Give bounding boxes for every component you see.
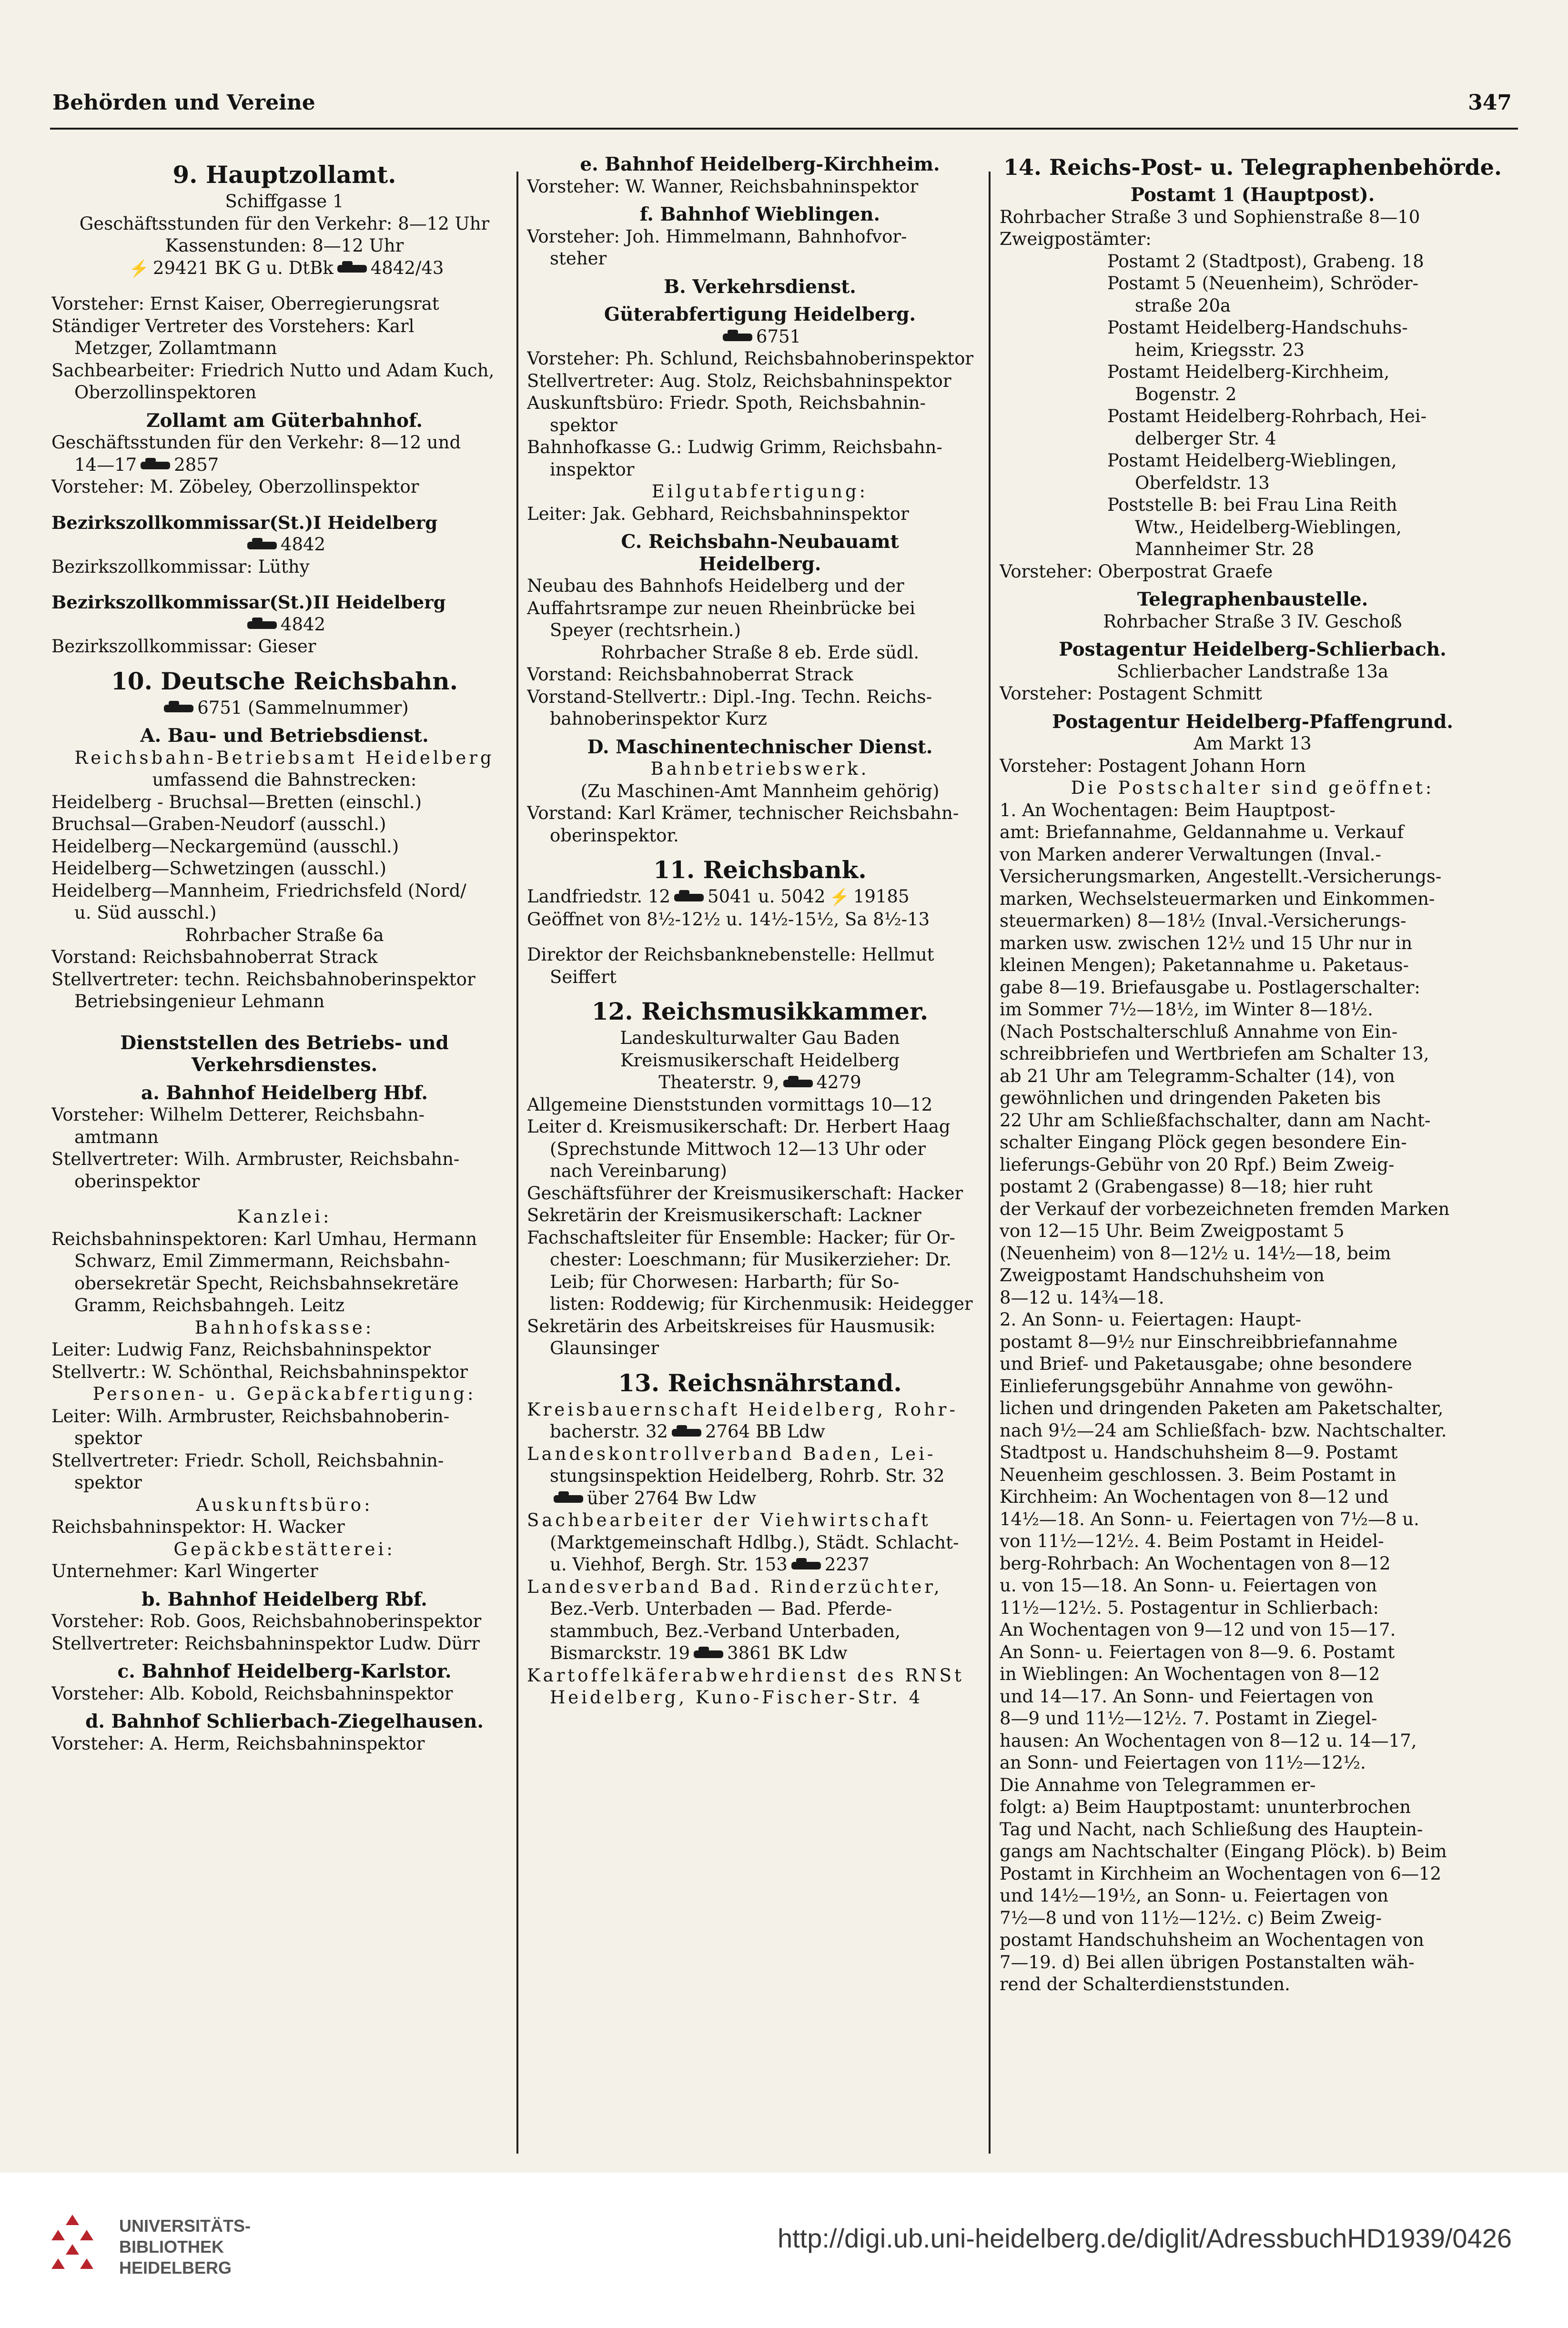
text-line bbox=[51, 697, 517, 719]
subsection-heading: Heidelberg. bbox=[698, 553, 821, 575]
text-line bbox=[527, 1072, 993, 1094]
text-line: und 14—17. An Sonn- und Feiertagen von bbox=[1000, 1686, 1374, 1707]
section-heading: 9. Hauptzollamt. bbox=[172, 161, 396, 189]
subsection-heading: f. Bahnhof Wieblingen. bbox=[639, 203, 880, 225]
text-line: Landeskontrollverband Baden, Lei- bbox=[527, 1443, 936, 1464]
text-line: Stellvertreter: Aug. Stolz, Reichsbahninspektor bbox=[527, 370, 951, 391]
text-span: Bismarckstr. 19 bbox=[550, 1643, 690, 1663]
text-line: Neuenheim geschlossen. 3. Beim Postamt in bbox=[1000, 1464, 1396, 1485]
column-right bbox=[1000, 152, 1506, 1996]
telephone-icon bbox=[723, 332, 752, 344]
text-span: Theaterstr. 9, bbox=[658, 1072, 779, 1093]
text-span: 19185 bbox=[853, 886, 910, 907]
text-line: 11½—12½. 5. Postagentur in Schlierbach: bbox=[1000, 1597, 1379, 1618]
text-span: u. Viehhof, Bergh. Str. 153 bbox=[550, 1554, 788, 1575]
text-line: Reichsbahn-Betriebsamt Heidelberg bbox=[74, 747, 495, 768]
text-line: Postamt Heidelberg-Kirchheim, bbox=[1107, 362, 1390, 382]
text-line: Geschäftsführer der Kreismusikerschaft: Hacker bbox=[527, 1183, 963, 1204]
text-line: HEIDELBERG bbox=[119, 2258, 232, 2277]
text-line: bahnoberinspektor Kurz bbox=[550, 709, 768, 729]
telephone-icon bbox=[247, 619, 277, 632]
text-line: Direktor der Reichsbanknebenstelle: Hellmut bbox=[527, 944, 934, 965]
text-line: Vorsteher: Ernst Kaiser, Oberregierungsrat bbox=[51, 294, 439, 314]
text-line bbox=[527, 1554, 993, 1576]
text-line: Heidelberg—Mannheim, Friedrichsfeld (Nord/ bbox=[51, 880, 466, 901]
telegraph-icon: ⚡ bbox=[129, 259, 149, 278]
subsection-heading: Postamt 1 (Hauptpost). bbox=[1130, 184, 1375, 206]
subsection-heading: d. Bahnhof Schlierbach-Ziegelhausen. bbox=[85, 1711, 484, 1732]
subsection-heading: D. Maschinentechnischer Dienst. bbox=[587, 736, 933, 758]
text-line: Betriebsingenieur Lehmann bbox=[74, 991, 325, 1012]
text-line: 22 Uhr am Schließfachschalter, dann am Nacht- bbox=[1000, 1110, 1431, 1131]
text-line: umfassend die Bahnstrecken: bbox=[152, 769, 417, 790]
text-line: lieferungs-Gebühr von 20 Rpf.) Beim Zweig- bbox=[1000, 1154, 1395, 1175]
text-line: Heidelberg - Bruchsal—Bretten (einschl.) bbox=[51, 791, 422, 812]
subsection-heading: e. Bahnhof Heidelberg-Kirchheim. bbox=[580, 153, 940, 175]
text-line: (Neuenheim) von 8—12½ u. 14½—18, beim bbox=[1000, 1243, 1391, 1264]
section-heading: 12. Reichsmusikkammer. bbox=[591, 997, 929, 1025]
text-line: Mannheimer Str. 28 bbox=[1135, 539, 1315, 559]
text-line: Vorsteher: A. Herm, Reichsbahninspektor bbox=[51, 1733, 425, 1754]
text-span: Landfriedstr. 12 bbox=[527, 886, 671, 907]
text-line: kleinen Mengen); Paketannahme u. Paketaus- bbox=[1000, 955, 1409, 975]
text-line: u. von 15—18. An Sonn- u. Feiertagen von bbox=[1000, 1575, 1377, 1596]
text-line: Kirchheim: An Wochentagen von 8—12 und bbox=[1000, 1487, 1389, 1507]
text-span: 4842 bbox=[280, 614, 326, 635]
text-line: oberinspektor bbox=[74, 1171, 200, 1192]
text-line: Geöffnet von 8½-12½ u. 14½-15½, Sa 8½-13 bbox=[527, 909, 930, 930]
text-span: 3861 BK Ldw bbox=[727, 1643, 848, 1663]
text-span: 2857 bbox=[174, 454, 219, 475]
text-line: BIBLIOTHEK bbox=[119, 2237, 224, 2257]
text-line: 1. An Wochentagen: Beim Hauptpost- bbox=[1000, 800, 1335, 820]
text-span: 5041 u. 5042 bbox=[708, 886, 826, 907]
text-line: 2. An Sonn- u. Feiertagen: Haupt- bbox=[1000, 1309, 1302, 1330]
text-line: nach Vereinbarung) bbox=[550, 1161, 727, 1181]
text-line bbox=[527, 886, 993, 909]
text-line: 8—9 und 11½—12½. 7. Postamt in Ziegel- bbox=[1000, 1708, 1377, 1729]
text-line: gangs am Nachtschalter (Eingang Plöck). b) Beim bbox=[1000, 1841, 1447, 1862]
text-line: Vorstand: Reichsbahnoberrat Strack bbox=[51, 947, 378, 967]
subsection-heading: Telegraphenbaustelle. bbox=[1137, 588, 1368, 610]
text-line: an Sonn- und Feiertagen von 11½—12½. bbox=[1000, 1752, 1366, 1773]
text-line: Sekretärin des Arbeitskreises für Hausmusik: bbox=[527, 1316, 936, 1336]
text-line: Bogenstr. 2 bbox=[1135, 384, 1237, 405]
text-line: Vorsteher: M. Zöbeley, Oberzollinspektor bbox=[51, 476, 419, 497]
text-line: u. Süd ausschl.) bbox=[74, 902, 217, 923]
text-line: Vorsteher: Ph. Schlund, Reichsbahnoberinspektor bbox=[527, 348, 974, 369]
text-line: 7½—8 und von 11½—12½. c) Beim Zweig- bbox=[1000, 1907, 1382, 1928]
text-line: Leiter: Wilh. Armbruster, Reichsbahnoberin- bbox=[51, 1406, 450, 1427]
text-line: Glaunsinger bbox=[550, 1338, 659, 1358]
text-line: inspektor bbox=[550, 459, 635, 480]
text-line: Geschäftsstunden für den Verkehr: 8—12 Uhr bbox=[79, 213, 490, 234]
text-line: heim, Kriegsstr. 23 bbox=[1135, 339, 1305, 360]
text-line bbox=[51, 614, 517, 636]
text-line: Am Markt 13 bbox=[1194, 733, 1312, 754]
text-line: Vorsteher: Alb. Kobold, Reichsbahninspektor bbox=[51, 1683, 453, 1704]
text-line: postamt Handschuhsheim an Wochentagen von bbox=[1000, 1930, 1424, 1950]
text-line: Vorsteher: Oberpostrat Graefe bbox=[1000, 561, 1273, 582]
telephone-icon bbox=[164, 703, 193, 715]
text-line: schreibbriefen und Wertbriefen am Schalter 13, bbox=[1000, 1043, 1429, 1064]
telephone-icon bbox=[783, 1078, 813, 1090]
text-line: Oberzollinspektoren bbox=[74, 382, 257, 403]
text-line: lichen und dringenden Paketen am Paketschalter, bbox=[1000, 1398, 1444, 1418]
text-line: und Brief- und Paketausgabe; ohne besondere bbox=[1000, 1354, 1412, 1374]
text-line: Kreisbauernschaft Heidelberg, Rohr- bbox=[527, 1399, 958, 1420]
text-line: Rohrbacher Straße 3 und Sophienstraße 8—10 bbox=[1000, 206, 1420, 227]
text-line: Leiter: Jak. Gebhard, Reichsbahninspektor bbox=[527, 503, 909, 524]
text-line: Kassenstunden: 8—12 Uhr bbox=[165, 235, 404, 256]
text-line: Vorstand: Karl Krämer, technischer Reichsbahn- bbox=[527, 803, 959, 823]
text-span: über 2764 Bw Ldw bbox=[587, 1488, 757, 1508]
text-line: Leiter: Ludwig Fanz, Reichsbahninspektor bbox=[51, 1339, 431, 1360]
text-line: Bezirkszollkommissar: Lüthy bbox=[51, 556, 310, 577]
text-line: Schiffgasse 1 bbox=[225, 191, 344, 212]
text-line: Landesverband Bad. Rinderzüchter, bbox=[527, 1576, 942, 1597]
text-line bbox=[527, 326, 993, 348]
text-line: stungsinspektion Heidelberg, Rohrb. Str. 32 bbox=[550, 1466, 945, 1486]
text-line: stammbuch, Bez.-Verband Unterbaden, bbox=[550, 1620, 901, 1641]
text-line: Rohrbacher Straße 3 IV. Geschoß bbox=[1103, 611, 1402, 632]
text-line: Bahnbetriebswerk. bbox=[650, 759, 870, 779]
text-line: Kartoffelkäferabwehrdienst des RNSt bbox=[527, 1665, 964, 1686]
text-line: Stellvertreter: Friedr. Scholl, Reichsbahnin- bbox=[51, 1450, 444, 1471]
text-line: spektor bbox=[550, 415, 617, 435]
text-line: Bahnhofskasse: bbox=[194, 1317, 374, 1338]
text-line: und 14½—19½, an Sonn- u. Feiertagen von bbox=[1000, 1885, 1389, 1906]
text-line: amt: Briefannahme, Geldannahme u. Verkauf bbox=[1000, 822, 1404, 842]
text-line: Stellvertreter: techn. Reichsbahnoberinspektor bbox=[51, 969, 475, 990]
text-line: An Sonn- u. Feiertagen von 8—9. 6. Postamt bbox=[1000, 1641, 1395, 1662]
text-line: postamt 2 (Grabengasse) 8—18; hier ruht bbox=[1000, 1176, 1373, 1197]
text-line: Bez.-Verb. Unterbaden — Bad. Pferde- bbox=[550, 1599, 892, 1619]
text-line: Stellvertreter: Reichsbahninspektor Ludw. Dürr bbox=[51, 1633, 480, 1654]
text-line: Vorstand: Reichsbahnoberrat Strack bbox=[527, 664, 853, 685]
text-line: Fachschaftsleiter für Ensemble: Hacker; für Or- bbox=[527, 1227, 955, 1248]
text-line: straße 20a bbox=[1135, 295, 1231, 316]
text-line: spektor bbox=[74, 1472, 142, 1493]
subsection-heading: Postagentur Heidelberg-Pfaffengrund. bbox=[1052, 710, 1453, 733]
text-span: bacherstr. 32 bbox=[550, 1421, 668, 1442]
text-line: chester: Loeschmann; für Musikerzieher: Dr. bbox=[550, 1249, 951, 1270]
text-line: UNIVERSITÄTS- bbox=[119, 2216, 251, 2236]
text-span: 2237 bbox=[824, 1554, 870, 1575]
column-left bbox=[51, 152, 517, 1755]
text-line: oberinspektor. bbox=[550, 825, 679, 846]
text-line: Zweigpostamt Handschuhsheim von bbox=[1000, 1265, 1325, 1285]
running-header: Behörden und Vereine bbox=[52, 91, 315, 115]
text-line: (Marktgemeinschaft Hdlbg.), Städt. Schlacht- bbox=[550, 1532, 959, 1553]
text-line: postamt 8—9½ nur Einschreibbriefannahme bbox=[1000, 1331, 1398, 1352]
text-line: An Wochentagen von 9—12 und von 15—17. bbox=[1000, 1619, 1396, 1640]
telephone-icon bbox=[674, 892, 704, 904]
subsection-heading: Postagentur Heidelberg-Schlierbach. bbox=[1059, 638, 1447, 660]
section-heading: 14. Reichs-Post- u. Telegraphenbehörde. bbox=[1003, 154, 1502, 180]
text-line: delberger Str. 4 bbox=[1135, 428, 1276, 449]
text-line: Landeskulturwalter Gau Baden bbox=[620, 1028, 900, 1048]
text-line: Bezirkszollkommissar: Gieser bbox=[51, 636, 316, 657]
text-line: obersekretär Specht, Reichsbahnsekretäre bbox=[74, 1273, 459, 1294]
text-line: Kreismusikerschaft Heidelberg bbox=[620, 1050, 900, 1071]
text-line: amtmann bbox=[74, 1126, 159, 1147]
text-line: Stadtpost u. Handschuhsheim 8—9. Postamt bbox=[1000, 1442, 1398, 1463]
text-line: (Nach Postschalterschluß Annahme von Ein- bbox=[1000, 1021, 1398, 1042]
text-line: berg-Rohrbach: An Wochentagen von 8—12 bbox=[1000, 1553, 1391, 1574]
telephone-icon bbox=[672, 1427, 701, 1439]
text-line: Seiffert bbox=[550, 966, 617, 987]
text-line: in Wieblingen: An Wochentagen von 8—12 bbox=[1000, 1664, 1380, 1684]
text-line: Vorsteher: Rob. Goos, Reichsbahnoberinspektor bbox=[51, 1611, 482, 1631]
subsection-heading: c. Bahnhof Heidelberg-Karlstor. bbox=[117, 1660, 452, 1682]
section-heading: 10. Deutsche Reichsbahn. bbox=[111, 667, 458, 695]
text-line: Bahnhofkasse G.: Ludwig Grimm, Reichsbahn- bbox=[527, 437, 942, 457]
text-line: Die Annahme von Telegrammen er- bbox=[1000, 1774, 1316, 1795]
text-line: gabe 8—19. Briefausgabe u. Postlagerschalter: bbox=[1000, 977, 1420, 998]
text-line: Allgemeine Dienststunden vormittags 10—12 bbox=[527, 1094, 933, 1115]
text-line: Einlieferungsgebühr Annahme von gewöhn- bbox=[1000, 1376, 1393, 1397]
subsection-heading: A. Bau- und Betriebsdienst. bbox=[140, 725, 429, 747]
text-line: hausen: An Wochentagen von 8—12 u. 14—17, bbox=[1000, 1730, 1417, 1751]
text-line: Die Postschalter sind geöffnet: bbox=[1071, 778, 1435, 798]
text-line: gewöhnlichen und dringenden Paketen bis bbox=[1000, 1088, 1381, 1108]
text-line: der Verkauf der vorbezeichneten fremden Marken bbox=[1000, 1198, 1450, 1219]
text-line: Postamt Heidelberg-Rohrbach, Hei- bbox=[1107, 406, 1427, 426]
text-line: listen: Roddewig; für Kirchenmusik: Heidegger bbox=[550, 1294, 973, 1314]
section-heading: 11. Reichsbank. bbox=[653, 856, 867, 884]
text-line: Postamt 5 (Neuenheim), Schröder- bbox=[1107, 273, 1419, 294]
text-line: Heidelberg—Schwetzingen (ausschl.) bbox=[51, 858, 386, 879]
text-line bbox=[51, 257, 517, 280]
text-line: von 12—15 Uhr. Beim Zweigpostamt 5 bbox=[1000, 1221, 1345, 1241]
text-line: Eilgutabfertigung: bbox=[651, 481, 869, 502]
subsection-heading: B. Verkehrsdienst. bbox=[664, 275, 856, 298]
text-span: 2764 BB Ldw bbox=[705, 1421, 825, 1442]
subsection-heading: Güterabfertigung Heidelberg. bbox=[604, 304, 916, 325]
text-span: 6751 (Sammelnummer) bbox=[197, 697, 409, 718]
text-line: Postamt Heidelberg-Wieblingen, bbox=[1107, 450, 1397, 471]
telephone-icon bbox=[337, 263, 367, 275]
subsection-heading: Dienststellen des Betriebs- und bbox=[120, 1032, 449, 1054]
telephone-icon bbox=[694, 1649, 723, 1661]
text-line: Versicherungsmarken, Angestellt.-Versicherungs- bbox=[1000, 866, 1442, 887]
telegraph-icon: ⚡ bbox=[829, 888, 850, 907]
text-line: im Sommer 7½—18½, im Winter 8—18½. bbox=[1000, 999, 1373, 1020]
text-line: folgt: a) Beim Hauptpostamt: ununterbrochen bbox=[1000, 1797, 1411, 1817]
text-line: Vorsteher: W. Wanner, Reichsbahninspektor bbox=[527, 176, 919, 197]
text-line: Poststelle B: bei Frau Lina Reith bbox=[1107, 495, 1397, 515]
text-line: Leiter d. Kreismusikerschaft: Dr. Herbert Haag bbox=[527, 1116, 951, 1137]
text-line: Reichsbahninspektor: H. Wacker bbox=[51, 1517, 345, 1537]
text-span: 14—17 bbox=[74, 454, 137, 475]
text-line: rend der Schalterdienststunden. bbox=[1000, 1974, 1290, 1994]
text-line: steher bbox=[550, 248, 607, 269]
text-line: Neubau des Bahnhofs Heidelberg und der bbox=[527, 576, 904, 596]
text-line: Speyer (rechtsrhein.) bbox=[550, 620, 741, 640]
text-line: nach 9½—24 am Schließfach- bzw. Nachtschalter. bbox=[1000, 1420, 1447, 1441]
text-line: 8—12 u. 14¾—18. bbox=[1000, 1287, 1164, 1308]
subsection-heading: Bezirkszollkommissar(St.)I Heidelberg bbox=[51, 512, 438, 533]
text-line bbox=[527, 1488, 993, 1510]
text-line: Leib; für Chorwesen: Harbarth; für So- bbox=[550, 1271, 900, 1292]
text-line: Vorsteher: Postagent Schmitt bbox=[1000, 683, 1262, 704]
telephone-icon bbox=[554, 1493, 583, 1506]
text-line: Gramm, Reichsbahngeh. Leitz bbox=[74, 1295, 345, 1316]
text-line: Vorsteher: Joh. Himmelmann, Bahnhofvor- bbox=[527, 226, 907, 247]
text-span: 29421 BK G u. DtBk bbox=[152, 257, 334, 278]
text-line: marken, Wechselsteuermarken und Einkommen- bbox=[1000, 888, 1435, 909]
header-rule bbox=[50, 128, 1518, 130]
telephone-icon bbox=[247, 540, 277, 552]
text-line: Vorsteher: Postagent Johann Horn bbox=[1000, 755, 1306, 776]
text-line: Postamt 2 (Stadtpost), Grabeng. 18 bbox=[1107, 251, 1424, 272]
text-line: Ständiger Vertreter des Vorstehers: Karl bbox=[51, 315, 415, 336]
telephone-icon bbox=[141, 460, 170, 472]
text-line: Sachbearbeiter: Friedrich Nutto und Adam Kuch, bbox=[51, 360, 495, 381]
post-hours-text bbox=[1000, 800, 1506, 1996]
text-line: (Zu Maschinen-Amt Mannheim gehörig) bbox=[580, 780, 940, 801]
text-line: 7—19. d) Bei allen übrigen Postanstalten wäh- bbox=[1000, 1952, 1415, 1973]
library-name bbox=[119, 2216, 251, 2278]
text-line: Postamt Heidelberg-Handschuhs- bbox=[1107, 317, 1408, 338]
page-number: 347 bbox=[1468, 91, 1512, 115]
text-line: Rohrbacher Straße 6a bbox=[185, 924, 384, 945]
text-line: Stellvertr.: W. Schönthal, Reichsbahninspektor bbox=[51, 1361, 468, 1382]
subsection-heading: Bezirkszollkommissar(St.)II Heidelberg bbox=[51, 592, 446, 613]
text-line: von Marken anderer Verwaltungen (Inval.- bbox=[1000, 844, 1381, 865]
text-line bbox=[527, 1421, 993, 1443]
text-line: Vorstand-Stellvertr.: Dipl.-Ing. Techn. Reichs- bbox=[527, 686, 932, 707]
text-line: Heidelberg, Kuno-Fischer-Str. 4 bbox=[550, 1687, 923, 1708]
text-line: Auskunftsbüro: Friedr. Spoth, Reichsbahnin- bbox=[527, 393, 926, 413]
text-line: Rohrbacher Straße 8 eb. Erde südl. bbox=[600, 642, 920, 663]
subsection-heading: Zollamt am Güterbahnhof. bbox=[146, 409, 423, 432]
text-line: Tag und Nacht, nach Schließung des Hauptein- bbox=[1000, 1819, 1423, 1840]
telephone-icon bbox=[791, 1560, 821, 1572]
text-line: (Sprechstunde Mittwoch 12—13 Uhr oder bbox=[550, 1138, 926, 1159]
text-span: 4842/43 bbox=[370, 257, 444, 278]
text-line: spektor bbox=[74, 1428, 142, 1448]
text-line: Kanzlei: bbox=[237, 1206, 332, 1227]
text-line: Schlierbacher Landstraße 13a bbox=[1116, 661, 1389, 682]
text-line: Personen- u. Gepäckabfertigung: bbox=[92, 1384, 476, 1404]
text-line: Unternehmer: Karl Wingerter bbox=[51, 1561, 318, 1581]
text-line: Reichsbahninspektoren: Karl Umhau, Hermann bbox=[51, 1228, 477, 1249]
text-line: Sekretärin der Kreismusikerschaft: Lackner bbox=[527, 1205, 921, 1225]
section-heading: 13. Reichsnährstand. bbox=[618, 1368, 902, 1397]
subsection-heading: a. Bahnhof Heidelberg Hbf. bbox=[141, 1082, 428, 1104]
text-line: Schwarz, Emil Zimmermann, Reichsbahn- bbox=[74, 1251, 450, 1271]
library-logo-icon bbox=[44, 2211, 101, 2282]
text-line: Gepäckbestätterei: bbox=[173, 1539, 395, 1559]
text-line: Metzger, Zollamtmann bbox=[74, 338, 277, 358]
source-url-link[interactable]: http://digi.ub.uni-heidelberg.de/diglit/AdressbuchHD1939/0426 bbox=[777, 2223, 1512, 2253]
text-line: Stellvertreter: Wilh. Armbruster, Reichsbahn- bbox=[51, 1149, 460, 1169]
text-line: marken usw. zwischen 12½ und 15 Uhr nur in bbox=[1000, 932, 1413, 953]
text-line: Bruchsal—Graben-Neudorf (ausschl.) bbox=[51, 814, 386, 834]
text-line: steuermarken) 8—18½ (Inval.-Versicherungs- bbox=[1000, 911, 1406, 931]
column-middle bbox=[527, 152, 993, 1709]
text-line: Vorsteher: Wilhelm Detterer, Reichsbahn- bbox=[51, 1104, 425, 1125]
text-line: Geschäftsstunden für den Verkehr: 8—12 und bbox=[51, 432, 461, 453]
text-line bbox=[51, 454, 517, 476]
text-span: 4279 bbox=[816, 1072, 861, 1093]
text-line: schalter Eingang Plöck gegen besondere Ein- bbox=[1000, 1132, 1407, 1153]
text-line: Sachbearbeiter der Viehwirtschaft bbox=[527, 1510, 931, 1530]
text-line: Auskunftsbüro: bbox=[196, 1494, 373, 1515]
subsection-heading: C. Reichsbahn-Neubauamt bbox=[621, 531, 899, 553]
text-line: Wtw., Heidelberg-Wieblingen, bbox=[1135, 516, 1402, 537]
text-line bbox=[527, 1642, 993, 1665]
subsection-heading: Verkehrsdienstes. bbox=[191, 1054, 378, 1076]
text-line: ab 21 Uhr am Telegramm-Schalter (14), von bbox=[1000, 1065, 1395, 1086]
text-line: 14½—18. An Sonn- u. Feiertagen von 7½—8 u. bbox=[1000, 1508, 1419, 1529]
text-line: von 11½—12½. 4. Beim Postamt in Heidel- bbox=[1000, 1531, 1384, 1551]
text-span: 6751 bbox=[756, 326, 801, 347]
text-span: 4842 bbox=[280, 534, 326, 555]
text-line: Oberfeldstr. 13 bbox=[1135, 472, 1270, 493]
subsection-heading: b. Bahnhof Heidelberg Rbf. bbox=[142, 1588, 427, 1610]
text-line: Heidelberg—Neckargemünd (ausschl.) bbox=[51, 836, 399, 857]
text-line: Auffahrtsrampe zur neuen Rheinbrücke bei bbox=[527, 597, 915, 618]
text-line: Postamt in Kirchheim an Wochentagen von 6—12 bbox=[1000, 1863, 1442, 1884]
text-line bbox=[51, 534, 517, 556]
text-line: Zweigpostämter: bbox=[1000, 229, 1152, 249]
